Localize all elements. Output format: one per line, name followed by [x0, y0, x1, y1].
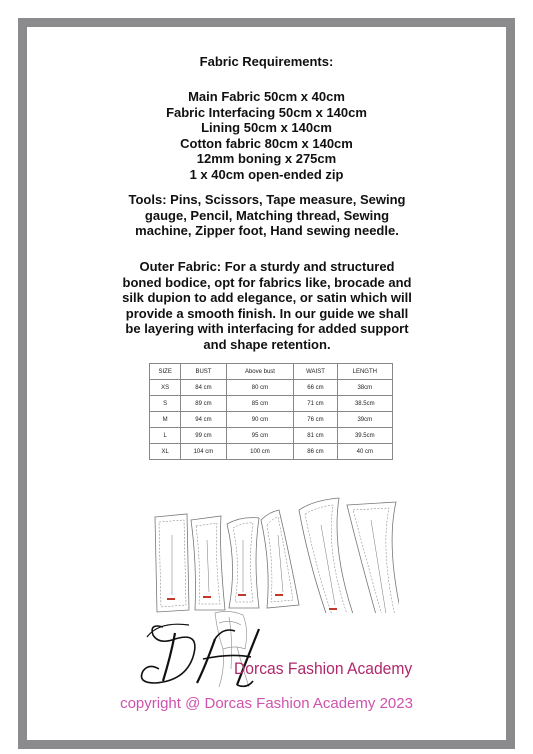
table-cell: 95 cm — [226, 428, 294, 444]
pattern-piece — [191, 516, 225, 610]
table-cell: XS — [150, 380, 181, 396]
table-row — [150, 428, 393, 444]
requirement-item: Main Fabric 50cm x 40cm — [188, 89, 345, 104]
table-header-row — [150, 364, 393, 380]
table-cell: S — [150, 396, 181, 412]
table-cell: 85 cm — [226, 396, 294, 412]
table-cell: 38.5cm — [337, 396, 392, 412]
table-row — [150, 412, 393, 428]
table-cell: 81 cm — [294, 428, 337, 444]
requirement-item: Fabric Interfacing 50cm x 140cm — [166, 104, 367, 120]
column-header: SIZE — [150, 364, 181, 380]
column-header: WAIST — [294, 364, 337, 380]
table-cell: 38cm — [337, 380, 392, 396]
column-header: BUST — [181, 364, 226, 380]
table-cell: 99 cm — [181, 428, 226, 444]
pattern-piece — [299, 498, 355, 613]
table-cell: 39cm — [337, 412, 392, 428]
table-cell: L — [150, 428, 181, 444]
table-cell: 76 cm — [294, 412, 337, 428]
page-frame — [18, 18, 515, 749]
requirement-item: Cotton fabric 80cm x 140cm — [180, 135, 353, 151]
table-cell: 86 cm — [294, 444, 337, 460]
column-header: LENGTH — [337, 364, 392, 380]
table-cell: 89 cm — [181, 396, 226, 412]
outer-fabric-paragraph: Outer Fabric: For a sturdy and structured boned bodice, opt for fabrics like, brocade and silk dupion to add elegance, or satin which will provide a smooth finish. In our guide we shall be layering with interfacing for added support and shape retention. — [122, 259, 412, 352]
table-cell: 80 cm — [226, 380, 294, 396]
column-header: Above bust — [226, 364, 294, 380]
monogram-d — [142, 624, 195, 683]
pattern-pieces-illustration — [149, 480, 399, 613]
pattern-piece — [155, 514, 189, 612]
table-cell: 66 cm — [294, 380, 337, 396]
fabric-requirements-list — [27, 89, 506, 182]
table-cell: XL — [150, 444, 181, 460]
fabric-requirements-heading: Fabric Requirements: — [199, 54, 334, 69]
table-cell: 100 cm — [226, 444, 294, 460]
tools-paragraph: Tools: Pins, Scissors, Tape measure, Sewing gauge, Pencil, Matching thread, Sewing machine, Zipper foot, Hand sewing needle. — [128, 192, 406, 238]
pattern-piece — [261, 510, 299, 608]
table-cell: 84 cm — [181, 380, 226, 396]
table-row — [150, 380, 393, 396]
table-cell: 71 cm — [294, 396, 337, 412]
table-row — [150, 444, 393, 460]
requirement-item: Lining 50cm x 140cm — [201, 120, 332, 135]
table-cell: 90 cm — [226, 412, 294, 428]
size-chart-table — [149, 363, 393, 460]
table-cell: 39.5cm — [337, 428, 392, 444]
brand-name: Dorcas Fashion Academy — [234, 659, 413, 678]
table-cell: 40 cm — [337, 444, 392, 460]
pattern-piece — [347, 502, 399, 613]
table-row — [150, 396, 393, 412]
copyright-notice: copyright @ Dorcas Fashion Academy 2023 — [120, 695, 413, 712]
table-cell: M — [150, 412, 181, 428]
requirement-item: 12mm boning x 275cm — [196, 151, 337, 166]
table-cell: 104 cm — [181, 444, 226, 460]
table-cell: 94 cm — [181, 412, 226, 428]
requirement-item: 1 x 40cm open-ended zip — [189, 166, 344, 182]
